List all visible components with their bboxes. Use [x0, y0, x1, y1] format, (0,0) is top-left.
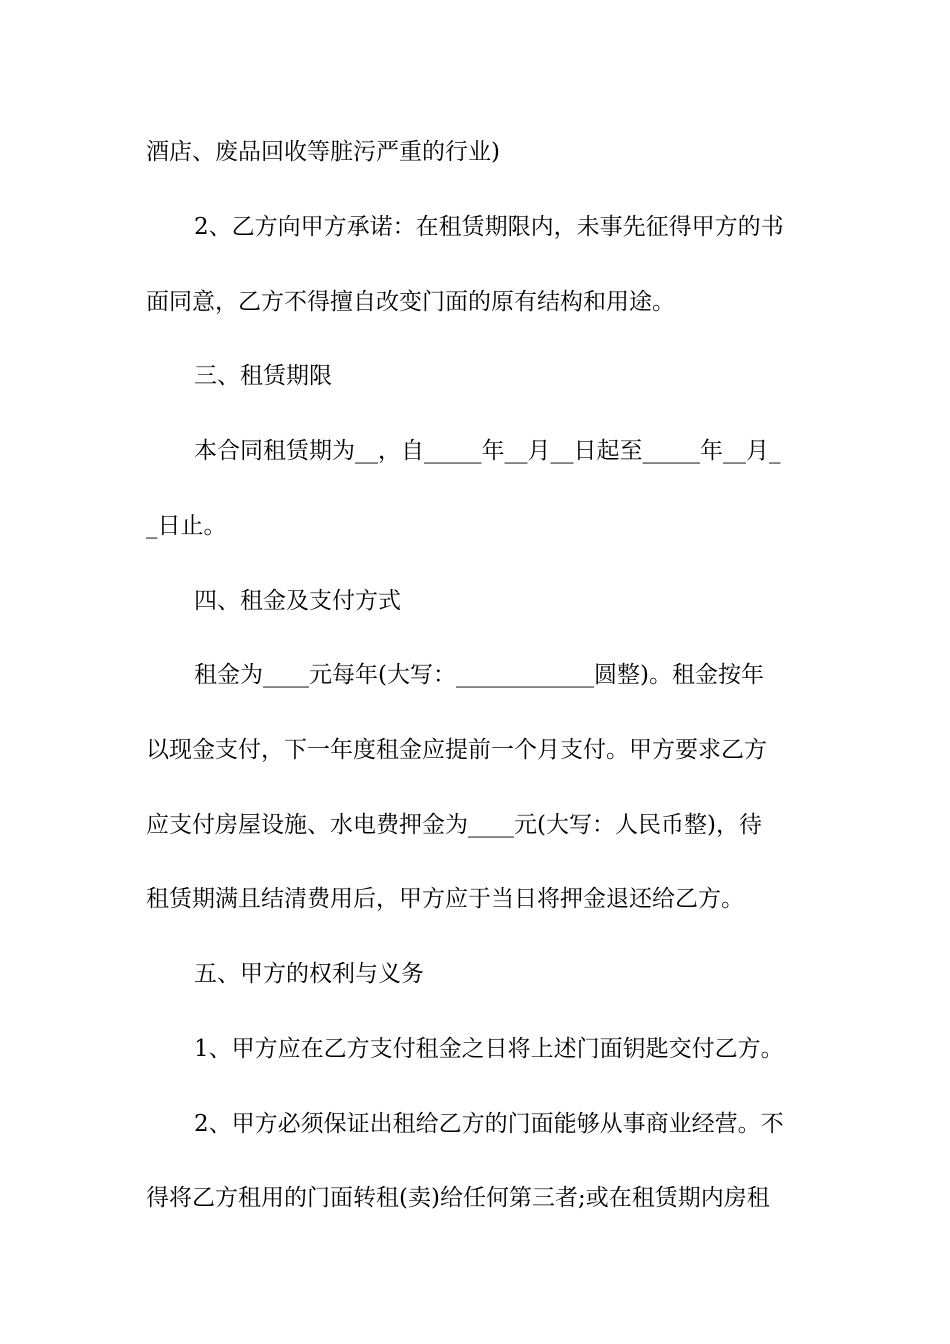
text-line-1: 酒店、废品回收等脏污严重的行业) — [146, 139, 500, 165]
section-heading-3: 三、租赁期限 — [194, 363, 332, 389]
text-line-2: 2、乙方向甲方承诺：在租赁期限内，未事先征得甲方的书 — [194, 214, 784, 240]
text-line-3: 面同意，乙方不得擅自改变门面的原有结构和用途。 — [146, 289, 675, 315]
section-heading-4: 四、租金及支付方式 — [194, 588, 401, 614]
text-line-6: _日止。 — [146, 513, 227, 539]
section-heading-5: 五、甲方的权利与义务 — [194, 961, 424, 987]
text-line-8: 租金为____元每年(大写：____________圆整)。租金按年 — [194, 662, 764, 688]
text-line-10: 应支付房屋设施、水电费押金为____元(大写：人民币整)，待 — [146, 812, 762, 838]
text-line-11: 租赁期满且结清费用后，甲方应于当日将押金退还给乙方。 — [146, 886, 744, 912]
text-line-13: 1、甲方应在乙方支付租金之日将上述门面钥匙交付乙方。 — [194, 1036, 784, 1062]
text-line-14: 2、甲方必须保证出租给乙方的门面能够从事商业经营。不 — [194, 1111, 784, 1137]
text-line-5: 本合同租赁期为__，自_____年__月__日起至_____年__月_ — [194, 438, 781, 464]
text-line-9: 以现金支付，下一年度租金应提前一个月支付。甲方要求乙方 — [146, 737, 767, 763]
text-line-15: 得将乙方租用的门面转租(卖)给任何第三者;或在租赁期内房租 — [146, 1185, 770, 1211]
